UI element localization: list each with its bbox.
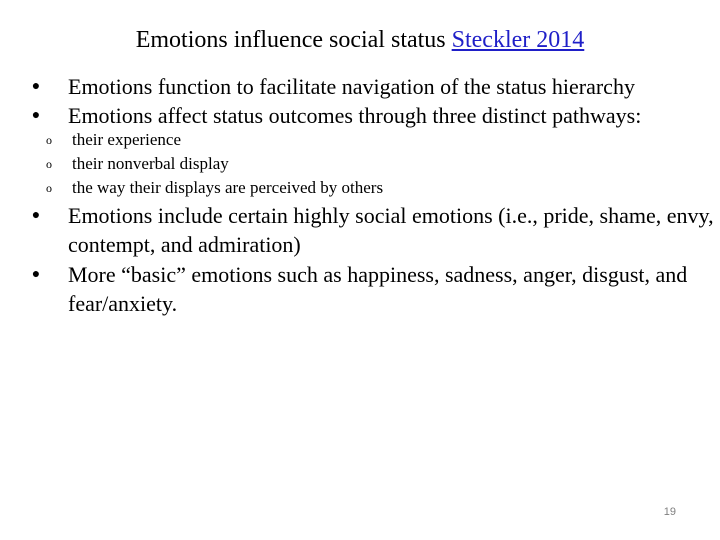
bullet-item <box>28 201 714 259</box>
bullet-text: Emotions affect status outcomes through three distinct pathways: <box>68 103 642 128</box>
citation-link[interactable]: Steckler 2014 <box>451 27 585 53</box>
bullet-item <box>28 101 708 130</box>
sub-bullet-item <box>46 128 666 152</box>
page-number: 19 <box>663 506 676 518</box>
bullet-item <box>28 260 708 318</box>
bullet-text: Emotions include certain highly social emotions (i.e., pride, shame, envy, contempt, and admiration) <box>68 203 714 257</box>
sub-bullet-icon: o <box>46 157 52 171</box>
bullet-item <box>28 72 708 101</box>
sub-bullet-item <box>46 176 666 200</box>
sub-bullet-icon: o <box>46 133 52 147</box>
bullet-icon: ● <box>31 267 41 282</box>
bullet-text: More “basic” emotions such as happiness, sadness, anger, disgust, and fear/anxiety. <box>68 262 688 316</box>
slide-title <box>0 24 720 56</box>
title-text: Emotions influence social status <box>135 27 446 53</box>
sub-bullet-item <box>46 152 666 176</box>
sub-bullet-text: the way their displays are perceived by others <box>72 178 384 197</box>
sub-bullet-icon: o <box>46 181 52 195</box>
bullet-icon: ● <box>31 79 41 94</box>
bullet-text: Emotions function to facilitate navigation of the status hierarchy <box>68 74 635 99</box>
sub-bullet-text: their nonverbal display <box>72 154 229 173</box>
bullet-icon: ● <box>31 108 41 123</box>
bullet-icon: ● <box>31 208 41 223</box>
sub-bullet-text: their experience <box>72 130 182 149</box>
